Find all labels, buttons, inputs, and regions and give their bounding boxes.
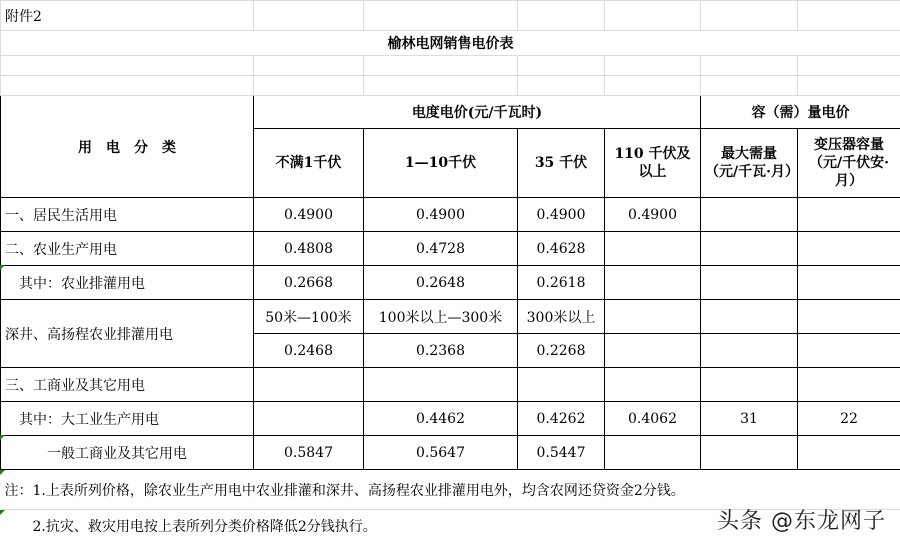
cell-value: 50米—100米: [254, 300, 364, 334]
cell-value: 0.5447: [518, 436, 605, 470]
cell-value: 0.4062: [605, 402, 701, 436]
row-label: 二、农业生产用电: [1, 232, 254, 266]
cell-value: 0.4900: [364, 198, 518, 232]
page-title: 榆林电网销售电价表: [1, 31, 900, 56]
table-row: [1, 266, 900, 300]
row-label: 一般工商业及其它用电: [1, 436, 254, 470]
cell-value: [254, 402, 364, 436]
cell-value: [605, 266, 701, 300]
cell-value: [605, 300, 701, 334]
cell-value: 0.4900: [518, 198, 605, 232]
cell-value: [701, 368, 798, 402]
header-capacity-price: 容（需）量电价: [701, 96, 900, 129]
cell-value: 0.2668: [254, 266, 364, 300]
cell-value: 300米以上: [518, 300, 605, 334]
cell-value: 0.4628: [518, 232, 605, 266]
table-row: [1, 402, 900, 436]
cell-value: [701, 300, 798, 334]
cell-value: 0.2368: [364, 334, 518, 368]
cell-value: [605, 436, 701, 470]
cell-value: [605, 232, 701, 266]
cell-value: 22: [798, 402, 900, 436]
cell-value: [701, 232, 798, 266]
cell-value: [701, 198, 798, 232]
header-category: 用 电 分 类: [1, 96, 254, 198]
cell-value: [798, 368, 900, 402]
header-col: 1—10千伏: [364, 129, 518, 198]
header-col: 不满1千伏: [254, 129, 364, 198]
header-col: 最大需量（元/千瓦·月）: [701, 129, 798, 198]
attachment-label: 附件2: [1, 1, 254, 31]
cell-value: 0.4808: [254, 232, 364, 266]
cell-value: [701, 436, 798, 470]
cell-value: [364, 368, 518, 402]
header-col: 变压器容量（元/千伏安·月）: [798, 129, 900, 198]
row-label: 其中：大工业生产用电: [1, 402, 254, 436]
cell-value: [701, 266, 798, 300]
cell-value: 100米以上—300米: [364, 300, 518, 334]
cell-value: 0.4900: [254, 198, 364, 232]
table-row: [1, 368, 900, 402]
watermark: 头条 @东龙网子: [717, 509, 886, 534]
cell-value: 0.2648: [364, 266, 518, 300]
cell-value: 0.4900: [605, 198, 701, 232]
note-1: 注：1.上表所列价格，除农业生产用电中农业排灌和深井、高扬程农业排灌用电外，均含农网还贷资金2分钱。: [1, 470, 900, 510]
row-label: 深井、高扬程农业排灌用电: [1, 300, 254, 368]
cell-value: 0.4462: [364, 402, 518, 436]
cell-value: [798, 266, 900, 300]
cell-value: 0.5647: [364, 436, 518, 470]
table-row: [1, 300, 900, 334]
cell-value: [605, 368, 701, 402]
table-row: [1, 232, 900, 266]
table-row: [1, 436, 900, 470]
row-label: 一、居民生活用电: [1, 198, 254, 232]
note-2: 2.抗灾、救灾用电按上表所列分类价格降低2分钱执行。: [1, 510, 900, 542]
cell-value: [798, 300, 900, 334]
cell-value: [798, 232, 900, 266]
header-col: 35 千伏: [518, 129, 605, 198]
cell-value: 0.2268: [518, 334, 605, 368]
header-col: 110 千伏及以上: [605, 129, 701, 198]
cell-value: [798, 334, 900, 368]
cell-value: 0.5847: [254, 436, 364, 470]
cell-value: [701, 334, 798, 368]
cell-value: [254, 368, 364, 402]
cell-value: [518, 368, 605, 402]
cell-value: 0.2468: [254, 334, 364, 368]
cell-value: 0.4262: [518, 402, 605, 436]
row-label: 三、工商业及其它用电: [1, 368, 254, 402]
cell-value: 0.4728: [364, 232, 518, 266]
cell-value: [798, 198, 900, 232]
header-energy-price: 电度电价(元/千瓦时): [254, 96, 701, 129]
table-row: [1, 198, 900, 232]
cell-value: [605, 334, 701, 368]
cell-value: 31: [701, 402, 798, 436]
row-label: 其中：农业排灌用电: [1, 266, 254, 300]
cell-value: 0.2618: [518, 266, 605, 300]
cell-value: [798, 436, 900, 470]
